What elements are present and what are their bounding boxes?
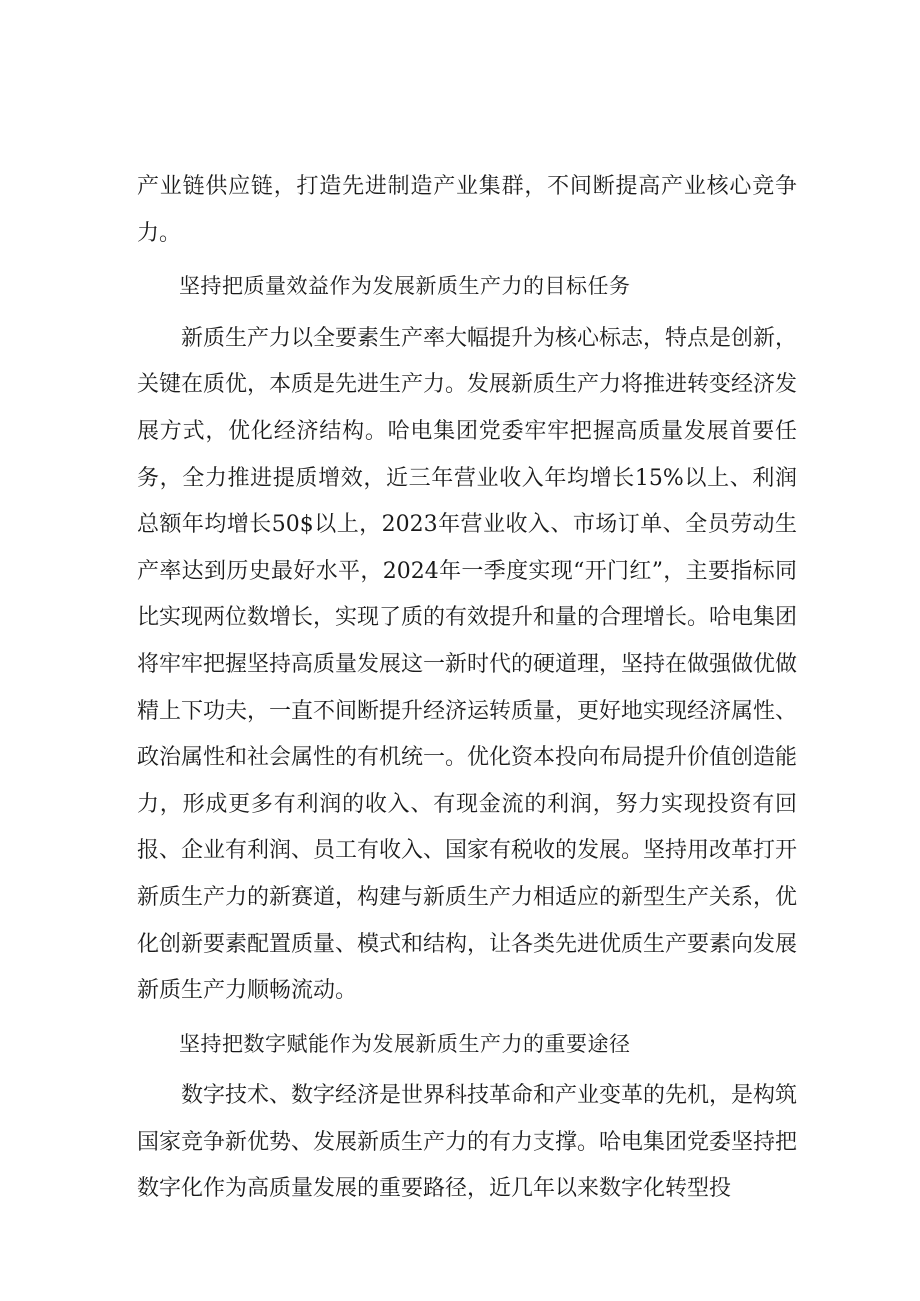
- paragraph-digital: 数字技术、数字经济是世界科技革命和产业变革的先机，是构筑国家竞争新优势、发展新质生产力的有力支撑。哈电集团党委坚持把数字化作为高质量发展的重要路径，近几年以来数字化转型投: [137, 1083, 798, 1202]
- section-heading-digital: 坚持把数字赋能作为发展新质生产力的重要途径: [179, 1031, 631, 1056]
- paragraph-continuation: 产业链供应链，打造先进制造产业集群，不间断提高产业核心竞争力。: [137, 174, 797, 246]
- section-heading-quality: 坚持把质量效益作为发展新质生产力的目标任务: [179, 274, 631, 299]
- paragraph-quality: 新质生产力以全要素生产率大幅提升为核心标志，特点是创新，关键在质优，本质是先进生产力。发展新质生产力将推进转变经济发展方式，优化经济结构。哈电集团党委牢牢把握高质量发展首要任务，全力推进提质增效，近三年营业收入年均增长15%以上、利润总额年均增长50$以上，2023年营业收入、市场订单、全员劳动生产率达到历史最好水平，2024年一季度实现“开门红”，主要指标同比实现两位数增长，实现了质的有效提升和量的合理增长。哈电集团将牢牢把握坚持高质量发展这一新时代的硬道理，坚持在做强做优做精上下功夫，一直不间断提升经济运转质量，更好地实现经济属性、政治属性和社会属性的有机统一。优化资本投向布局提升价值创造能力，形成更多有利润的收入、有现金流的利润，努力实现投资有回报、企业有利润、员工有收入、国家有税收的发展。坚持用改革打开新质生产力的新赛道，构建与新质生产力相适应的新型生产关系，优化创新要素配置质量、模式和结构，让各类先进优质生产要素向发展新质生产力顺畅流动。: [137, 325, 798, 1004]
- document-body: [137, 164, 797, 1213]
